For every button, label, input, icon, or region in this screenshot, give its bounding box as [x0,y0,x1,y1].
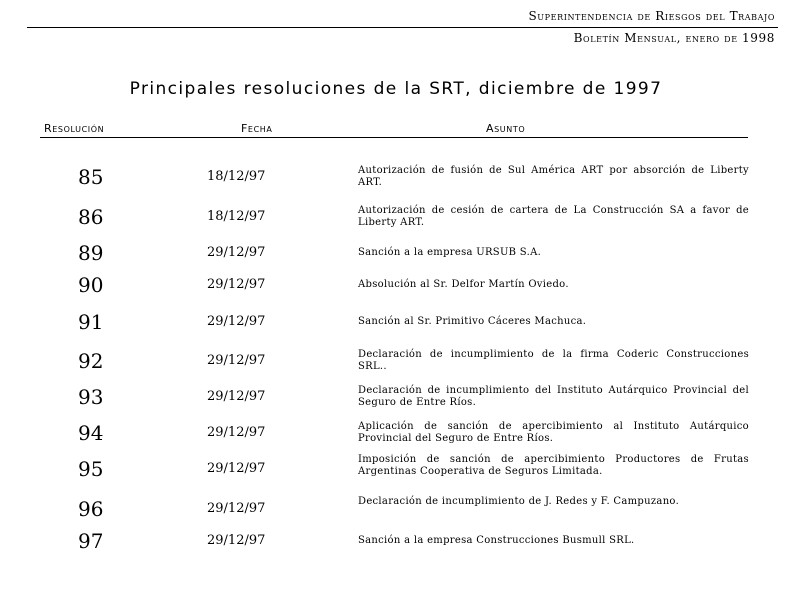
resolucion-number: 97 [78,529,104,553]
resolucion-subject [358,307,749,337]
resolucion-subject [358,382,749,412]
table-row [0,238,800,268]
resolucion-subject [358,162,749,192]
resolucion-number: 92 [78,349,104,373]
resolucion-subject [358,238,749,268]
resolucion-number: 90 [78,273,104,297]
resolucion-date: 29/12/97 [207,501,266,516]
table-row [0,162,800,192]
resolucion-number: 85 [78,165,104,189]
resolucion-subject-text: Autorización de cesión de cartera de La Construcción SA a favor de Liberty ART. [358,205,749,228]
resolucion-subject-text: Aplicación de sanción de apercibimiento al Instituto Autárquico Provincial del Seguro de Entre Ríos. [358,421,749,444]
table-row [0,346,800,376]
table-row [0,307,800,337]
resolucion-subject-text: Imposición de sanción de apercibimiento Productores de Frutas Argentinas Cooperativa de Seguros Limitada. [358,454,749,477]
header-organization: Superintendencia de Riesgos del Trabajo [528,9,775,23]
column-header-asunto: Asunto [486,122,526,135]
table-row [0,526,800,556]
resolucion-subject-text: Sanción a la empresa Construcciones Busmull SRL. [358,535,635,546]
resolucion-subject [358,270,749,300]
table-row [0,202,800,232]
resolucion-subject-text: Absolución al Sr. Delfor Martín Oviedo. [358,279,569,290]
resolucion-number: 94 [78,421,104,445]
table-row [0,454,800,484]
resolucion-date: 29/12/97 [207,533,266,548]
resolucion-subject-text: Declaración de incumplimiento de la firma Coderic Construcciones SRL.. [358,349,749,372]
table-row [0,382,800,412]
resolucion-subject [358,494,749,526]
resolucion-subject [358,454,749,484]
resolucion-subject-text: Declaración de incumplimiento del Instituto Autárquico Provincial del Seguro de Entre Ríos. [358,385,749,408]
resolucion-number: 91 [78,310,104,334]
resolucion-date: 29/12/97 [207,461,266,476]
table-row [0,270,800,300]
resolucion-date: 29/12/97 [207,314,266,329]
header-rule [27,27,778,28]
resolucion-date: 18/12/97 [207,169,266,184]
resolucion-date: 29/12/97 [207,245,266,260]
resolucion-date: 29/12/97 [207,425,266,440]
resolucion-subject-text: Autorización de fusión de Sul América ART por absorción de Liberty ART. [358,165,749,188]
page-title: Principales resoluciones de la SRT, diciembre de 1997 [129,79,663,99]
column-header-resolucion: Resolución [44,122,105,135]
resolucion-subject-text: Sanción a la empresa URSUB S.A. [358,247,542,258]
resolucion-subject [358,418,749,448]
resolucion-subject-text: Declaración de incumplimiento de J. Redes y F. Campuzano. [358,496,680,507]
table-row [0,418,800,448]
resolucion-date: 18/12/97 [207,209,266,224]
table-header-rule [40,137,748,138]
resolucion-subject [358,202,749,232]
column-header-fecha: Fecha [241,122,273,135]
resolucion-number: 95 [78,457,104,481]
resolucion-date: 29/12/97 [207,389,266,404]
resolucion-subject [358,526,749,556]
resolucion-date: 29/12/97 [207,353,266,368]
resolucion-number: 93 [78,385,104,409]
resolucion-subject-text: Sanción al Sr. Primitivo Cáceres Machuca. [358,316,587,327]
resolucion-number: 86 [78,205,104,229]
header-bulletin: Boletín Mensual, enero de 1998 [573,31,775,45]
table-row [0,494,800,524]
resolucion-date: 29/12/97 [207,277,266,292]
resolucion-number: 96 [78,497,104,521]
resolucion-subject [358,346,749,376]
resolucion-number: 89 [78,241,104,265]
